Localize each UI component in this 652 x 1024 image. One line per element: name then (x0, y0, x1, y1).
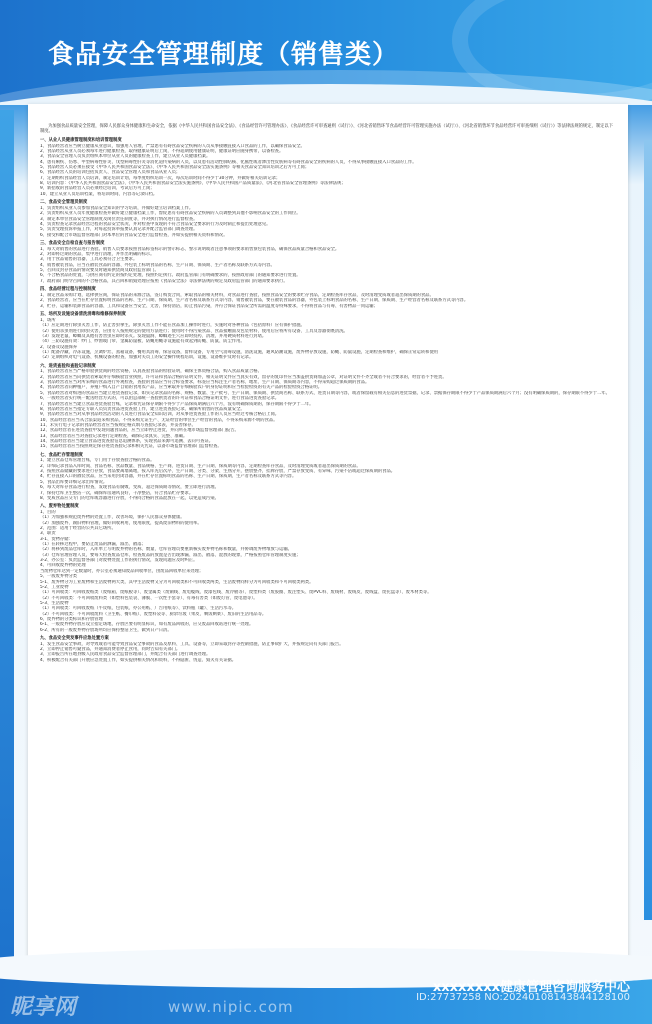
section-line: 2、范围：适用于经营的公共其它场所。 (40, 526, 116, 532)
section-line: 3、食品安全管理人员负责组织本单位从业人员的健康检查工作，建立从业人员健康档案。 (40, 154, 211, 160)
section-heading: 五、场所及设施设备清洗消毒和维修保养制度 (40, 312, 126, 317)
section-line: 当废物仓库达到一定数量时，办公室必须通知废品回收单位，由废品回收单位来处理； (40, 568, 204, 574)
section-line: 14、食品经营者应当建立食品进货查验信息追溯体系，实现食品来源可追溯、去向可查证。 (40, 438, 214, 444)
section-line: 11、未实行电子记录的食品经营者应当按规定格式填写查验记录表，并妥善保存。 (40, 422, 196, 428)
section-line: 1、场所 (40, 317, 56, 323)
section-line: 6、接受和配合市场监督管理部门对本单位的食品安全进行监督检查，并如实提供相关资料和情况。 (40, 232, 228, 238)
document-paper (28, 104, 628, 964)
section-line: 9、食品经营者应当对从事食品经营活动的人员进行食品安全知识培训，对从事进货查验工作的人员应当经过考核合格后上岗。 (40, 412, 280, 418)
watermark-logo: 昵享网 (10, 994, 77, 1020)
section-line: 8、培训内容：《中华人民共和国食品安全法》、《中华人民共和国食品安全法实施条例》、《中华人民共和国产品质量法》、《河北省食品安全管理条例》等法律法规； (40, 180, 346, 186)
section-line: （2）定期组织对电气设备、机械设备的检查，加强对关员工的安全操作规程培训，设施、设备维护及时有记录。 (40, 355, 254, 361)
section-line: 2、立即停止销售可疑食品，并通知消费者停止食用，同时告知有关部门。 (40, 647, 181, 653)
organization-name: xxxxxxxx健康管理咨询服务中心 (432, 980, 630, 995)
watermark-url: www.nipic.com (168, 998, 294, 1016)
section-line: （2）不可回收类：不可回收废料（卫生纸、餐巾纸）、废塑料袋等、厨余垃圾（果皮、剩饭剩菜）、废旧的生活用品等。 (40, 611, 267, 617)
section-line: 1、发生食品安全事故，对导致或者可能导致食品安全事故的食品及原料、工具、设备等，立即采取封存等控制措施，防止事故扩大，并按规定向有关部门报告。 (40, 641, 344, 647)
section-line: 1、制定食品采购计划，选择供应商，保证食品的来源合法，签订购货合同，索取食品的相关材料，对食品进行查验，按照食品安全的要求贮存食品，定期检查库存食品，及时清理变质或者超出保质期的食品。 (40, 292, 434, 298)
section-line: 8、变质食品应交专门的仓库或容器进行存放，不得同合格的食品混放在一起，以免造成污染。 (40, 495, 219, 501)
section-line: 15、食品经营者应当按照规定保存进货查验记录和相关凭证，以备市场监督管理部门监督检查。 (40, 444, 222, 450)
section-line: 9、新招收的食品经营人员必须经过培训、考试后方可上岗； (40, 186, 155, 192)
section-line: 8、食品经营者应当指定专职人员负责食品进货查验工作，建立进货查验记录，确保所销售的食品质量安全。 (40, 406, 245, 412)
section-line: 6、每天对库存食品进行检查，发现食品有腐败、变质、超过保质期等情况，要立即进行清理。 (40, 485, 219, 491)
section-line: 4、销售散装食品，应当在散装食品的容器、外包装上标明食品的名称、生产日期、保质期、生产者名称及联系方式等内容。 (40, 262, 275, 268)
document-section (40, 200, 616, 238)
section-line: 3、按照食品储藏的要求进行存放，食品要离墙离地，按入库先后次序、生产日期、分类、分架、生熟分开，摆放整齐，挂牌存放，严禁存放变质、有异味、污染不洁或超过保质期的食品。 (40, 469, 396, 475)
section-line: （2）不可回收类：不可回收废料类（如塑料包装袋、薄膜、一次性手套等）、有毒有害类（如废灯管、废电池等）。 (40, 595, 258, 601)
section-heading: 九、食品安全突发事件应急处置方案 (40, 635, 109, 641)
section-line: 6、废弃物的分类标识和存放管理 (40, 616, 103, 622)
section-line: 1、食品经营者应当树立健康从业意识，加强用人管理，严禁患有有碍食品安全疾病的人员从事接触直接入口食品的工作，以确保食品安全。 (40, 143, 305, 149)
document-section (40, 453, 616, 502)
section-line: （2）加强废弃、腐旧物料管理，做好回收利用，使用限度，提高废旧物料的使用率。 (40, 520, 202, 526)
section-line: （1）应定期进行除虫灭害工作，防止害虫孳生。除虫灭害工作不能在食品加工操作时进行，实施时对各种食品（包括原料）应有保护措施。 (40, 323, 305, 329)
document-section (40, 287, 616, 309)
section-line: 3、贮存、运输和装卸食品的容器、工具和设备应当安全、无害，保持清洁，防止食品污染，并符合保证食品安全所需的温度等特殊要求，不得将食品与有毒、有害物品一同运输； (40, 303, 378, 309)
watermark-id: ID:27737258 NO:20240108143844128100 (416, 992, 630, 1003)
section-line: 13、食品经营者应当对查验记录进行定期检查，确保记录真实、完整、准确。 (40, 433, 188, 439)
section-line: 2、设备及设施保养 (40, 344, 78, 350)
document-section (40, 138, 616, 197)
page-title: 食品安全管理制度（销售类） (48, 40, 400, 70)
document-body (40, 124, 616, 663)
section-line: 1、每天对销售的食品进行查验。销售人员要求按照食品标签标示的警示标志、警示说明或者注意事项的要求销售预包装食品，确保食品质量合格和食品安全。 (40, 246, 340, 252)
section-line: 5、食品经营者对购进的食品应当建立进货查验记录，如实记录食品的名称、规格、数量、生产批号、生产日期、保质期、供货商名称、联系方式、进货日期等内容，或者保留载有相关信息的进货票据，记录、票据保存期限不得少于产品保质期满后六个月；没有明确保质期的，保存期限不得少于二年。 (40, 390, 610, 396)
section-line: 10、食品经营者应当从合法渠道采购食品，不得采购无证生产、无证经营的单位生产经营的食品，不得采购来源不明的食品。 (40, 417, 278, 423)
section-heading: 七、食品贮存管理制度 (40, 452, 83, 458)
left-decor-bar (0, 110, 14, 970)
section-line: 6-2、所有的一般废弃物存放场所均应保持整洁卫生，做到日产日清。 (40, 627, 172, 633)
section-line: 6、食品经营人员的培训包括负责人、食品安全管理人员和食品从业人员； (40, 170, 181, 176)
section-line: （2）使用杀虫剂进行除虫灭害，应由专人按照规定的使用方法进行；使用时不得污染食品、食品接触面及包装材料，使用后应将所有设备、工具及容器彻底清洗。 (40, 328, 348, 334)
section-line: 6-1、一般废弃物存放应设立指定场地，存放区要有明显标识，如有废品回收的，应交废品回收站进行统一处理。 (40, 622, 254, 628)
section-line: 3、职责 (40, 531, 56, 537)
section-line: 5、食品出库要详细记录出库情况。 (40, 479, 108, 485)
section-heading: 六、进货查验和查验记录制度 (40, 363, 96, 369)
section-line: （3）仓库管理管理人员，要每天检查废品仓库，检查废品的放置是否出现渗漏、溢出、散落、混放的现象，严格按照仓库管理制度实施； (40, 552, 301, 558)
section-heading: 八、废弃物处置制度 (40, 504, 79, 510)
section-line: 2、负责组织从业人员年度健康检查并做好建立健康档案工作，督促患有有碍食品安全疾病的人员调整到其他不影响食品安全的工作岗位。 (40, 211, 301, 217)
section-line: 3、立即报告所在地县级人民政府食品安全监督管理部门，并配合有关部门进行调查处理。 (40, 652, 211, 658)
section-line: 2、食品经营者，应当在贮存位置标明食品的名称、生产日期、保质期、生产者名称及联系方式等内容，销售散装食品，要在散装食品的容器，外包装上标明食品的名称、生产日期、保质期、生产经营者名称及联系方式等内容。 (40, 298, 469, 304)
section-line: 3、制定本单位食品安全管理制度及岗位责任制度等，并对执行情况进行监督检查。 (40, 216, 198, 222)
section-line: 2、食品经营从业人员必须每年进行健康检查，取得健康证明后上岗，不得超期使用健康证明，健康证明应随身携带，以备检查。 (40, 148, 284, 154)
section-line: 4、负责检查记录食品经营过程的食品安全状况，并对检查中发现的不符合食品安全要求的行为及时制止和提出处理意见。 (40, 221, 271, 227)
section-line: 5、一般废弃物分类 (40, 574, 78, 580)
document-section (40, 312, 616, 361)
section-line: （4）三防设施有效：纱门、纱窗或门帘、金属防鼠板、防蝇用蝇等设施能有效起到防蝇、防鼠、防尘作用。 (40, 339, 245, 345)
section-line: 10、建立从业人员培训档案，将培训时间、内容等记录归档。 (40, 191, 158, 197)
section-line: 5-1、废弃物分为工业废物和生活废物两大类，其中生活废物又分为可回收类和不可回收类两类，生活废物同样分为可回收类和不可回收类两类。 (40, 579, 314, 585)
section-line: 7、保持仓库卫生整洁一次，确保库房通风良好，干净整洁，符合食品贮存要求。 (40, 490, 194, 496)
section-line: （1）为加强和规范废弃物的处置工作，改善环境，保护人民群众身体健康。 (40, 515, 185, 521)
section-line: 1、负责组织从业人员参加食品安全知识的学习培训，并做好建立培训档案工作。 (40, 205, 194, 211)
section-heading: 三、食品安全自检自查与报告制度 (40, 240, 105, 246)
section-heading: 二、食品安全管理员制度 (40, 199, 88, 205)
section-line: 4、患有痢疾、伤寒、甲型病毒性肝炎、戊型病毒性肝炎等消化道传染病的人员，以及患有活动性肺结核、化脓性或者渗出性皮肤病等有碍食品安全的疾病的人员，不得从事接触直接入口食品的工作。 (40, 159, 417, 165)
section-line: 1、目的 (40, 510, 56, 516)
section-line: （1）可回收类：可回收废纸（牛皮纸、包装纸、办公用纸、广告用纸等）、饮料瓶（罐）、生活污水等。 (40, 606, 237, 612)
section-line: 2、详细记录食品入库时间、食品名称、食品数量、食品规格、生产商、进货日期、生产日期、保质期等内容，定期检查库存食品，及时清理变质或者超出保质期的食品。 (40, 463, 361, 469)
section-line: （1）配备冷藏、冷冻设施，烹调炉灶、蒸箱设备，餐用具消毒、保洁设备，留样设备，专用空气消毒设施，清洗设施，通风防潮设施，废弃物存放设施，防蝇、防鼠设施，定期检查和维护，确保正常运转和使用 (40, 349, 439, 355)
section-line: 7、政府部门明令召回的不合格食品，其召回和销毁处理应按照《食品安全法》等法律法规的规定及政府监管部门的通知要求执行。 (40, 278, 288, 284)
section-line: 7、定期组织食品经营人员培训，制定培训计划，每季度组织培训一次，每次培训时间不得少于30分钟，并做好相关培训记录； (40, 175, 281, 181)
section-line: 6、不合格食品的处置，与供应商有约定的按约定处理，按照约定执行。政府监管部门有明确要求的，按照政府部门的通知要求进行处置。 (40, 273, 301, 279)
section-line: 5、食品经营人员必须在接受《中华人民共和国食品安全法》、《中华人民共和国食品安全法实施条例》等相关食品安全知识培训之后方可上岗； (40, 164, 310, 170)
section-line: 3、食品经营者应当对所采购的食品进行外观检查，查验的食品应当符合标签要求，标签应当标注生产者名称、地址、生产日期、保质期等内容，不得采购超过保质期的食品。 (40, 380, 370, 386)
section-line: 3、用于食品销售的容器、工具必须符合卫生要求。 (40, 257, 138, 263)
section-line: 12、食品经营者在进货查验中发现问题食品的，应当立即停止进货，并向所在地市场监督管理部门报告。 (40, 428, 239, 434)
section-line: （2）将移到废品仓库时，入库单上写明废弃物的名称、数量，仓库管理员要重新核实废弃物名称和数量，并协调废弃物堆放与运输。 (40, 547, 292, 553)
section-line: 2、食品经营者应当向供货者索取并仔细核验营业执照，许可证和食品合格的证明文件，相关证明文件应当真实有效，留存的复印件应当加盖供货商加盖公章，对证明文件不齐全或者不符合要求的，经营者不予进货。 (40, 374, 447, 380)
section-line: 1、食品经营者应当严格审验供货商的经营资格，认真查验食品的检验证明，确保主体资格合法，购入食品质量合格。 (40, 369, 262, 375)
section-line: 7、食品经营者应当建立食品进货查验台账，记录和凭证保存期限不得少于产品保质期满后六个月，没有明确保质期的，保存期限不得少于二年。 (40, 401, 314, 407)
section-line: （3）发现老鼠、蟑螂及其他有害害虫应即时杀灭。发现鼠洞、蟑螂迹生穴应即时投药、清理，并用硬质材料进行封堵。 (40, 333, 267, 339)
section-line: 4、积极配合有关部门开展应急处置工作，如实提供相关情况和资料，不得隐匿、伪造、毁灭有关证据。 (40, 657, 237, 663)
document-section (40, 504, 616, 633)
right-decor-bar (644, 140, 652, 920)
section-heading: 四、食品经营过程与控制制度 (40, 287, 96, 293)
section-line: 5-2、工业废物 (40, 584, 69, 590)
section-line: 3-2、办公室：负责监督各部门对废物处置工作的执行情况，发现问题应及时纠正。 (40, 558, 198, 564)
section-line: 4、食品经营者向种植户、养殖户购入自产自销的食用农产品，应当索取并仔细核验农户的身份证明和应当检验检疫的有关产品的检验检疫合格证明。 (40, 385, 323, 391)
section-line: 1、建立食品仓库管理台账，专门用于存放查验合格的食品。 (40, 458, 155, 464)
section-line: 3-1、货物存储： (40, 536, 73, 542)
section-line: 5、召回及封存食品的情况要及时通知供货商及政府监管部门。 (40, 268, 159, 274)
sections-container (40, 138, 616, 663)
section-line: 5-3、生活废物 (40, 600, 69, 606)
document-section (40, 241, 616, 284)
section-line: 6、一般经营者实行统一配送经营方式的，可以由总部统一查验供货者的许可证和食品合格证明文件，进行食品进货查验记录。 (40, 396, 280, 402)
intro-paragraph: 为加强食品质量安全管理，保障人民群众身体健康和生命安全，依据《中华人民共和国食品安全法》、《食品经营许可管理办法》、《食品经营许可审查通则（试行）》、《河北省销售环节食品经营许可管理实施办法（试行）》、《河北省销售环节食品经营许可审查细则（试行）》等法律法规的规定，制定以下制度。 (40, 124, 614, 135)
section-heading: 一、从业人员健康管理制度和培训管理制度 (40, 137, 122, 143)
section-line: （1）在转移过程中，要防止废品的洒漏、溢出、散落； (40, 542, 146, 548)
section-line: （1）可回收类：可回收废纸类（废纸箱、废纸板等）、废金属类（废铜线、废电缆线、废漆包线、废冷板等）、废塑料类（废胶圈、废注塑头、废PVC料、废线材、废线皮、废线盘、废托盘等）、废木材类等。 (40, 590, 432, 596)
section-line: 4、可回收废弃物的处理 (40, 563, 86, 569)
section-line: 5、负责受理投诉举报工作，对每起投诉举报要认真记录并配合监管部门调查处理。 (40, 227, 198, 233)
document-section (40, 636, 616, 663)
section-line: 2、对即将过期的食品，集中进行清理，并作出明确的标示。 (40, 252, 155, 258)
section-line: 4、贮存直接入口的散装食品，应当采用封闭容器，并在贮存位置标明食品的名称、生产日期、保质期、生产者名称及联系方式等内容。 (40, 474, 297, 480)
document-section (40, 364, 616, 450)
